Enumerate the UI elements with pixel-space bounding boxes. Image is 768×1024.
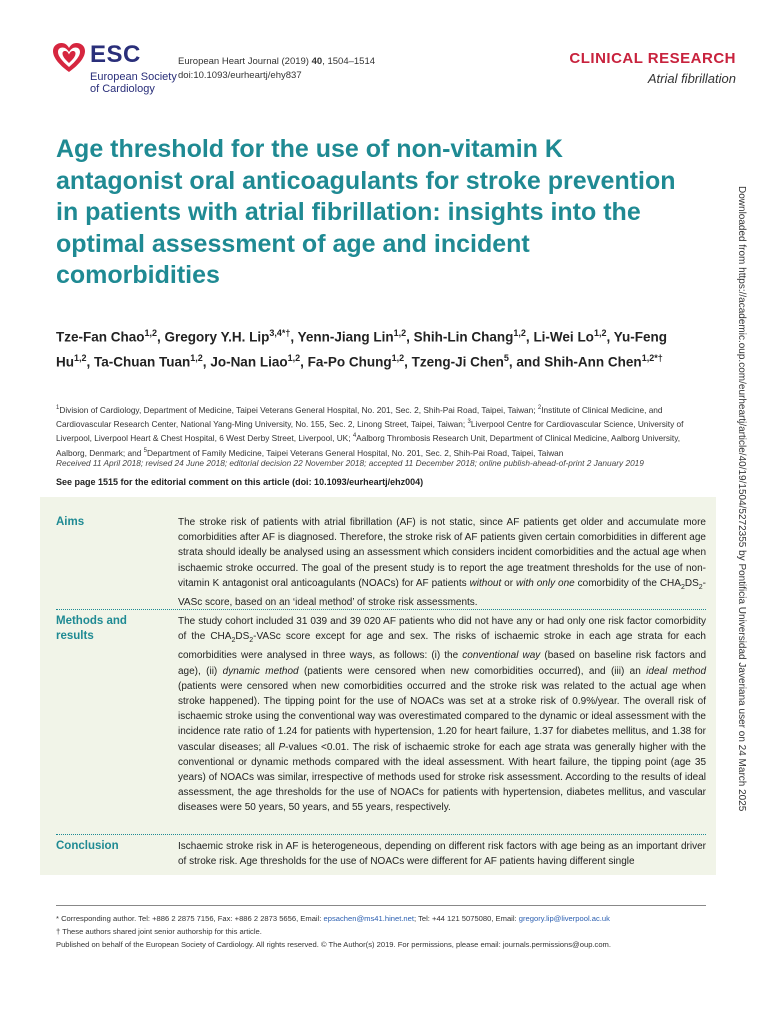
abstract-text-run: (patients were censored when new comorbidities occurred and the stroke risk was related to the actual age when stroke happened). The tipping point for the use of NOACs was set at a stroke risk of 0.9%/year. The overall risk of ischaemic stroke using the conventional way was overestimated compared to the dynamic or ideal assessment with the incidence rate ratio of 1.24 for patients with hypertension, 1.20 for heart failure, 1.37 for diabetes mellitus, and 1.38 for vascular diseases; all — [178, 680, 706, 753]
abstract-text-run: with only one — [516, 577, 575, 589]
author-name: Tze-Fan Chao — [56, 329, 145, 345]
logo-text: ESC — [90, 41, 141, 68]
author-affiliation-marker: 1,2 — [393, 328, 407, 338]
received-dates: Received 11 April 2018; revised 24 June 2018; editorial decision 22 November 2018; accepted 11 December 2018; online publish-ahead-of-print 2 January 2019 — [56, 458, 644, 468]
logo-subtitle-line: of Cardiology — [90, 83, 155, 95]
abstract-text-run: -values <0.01. The risk of ischaemic stroke for each age strata was generally higher with the conventional or dynamic methods compared with the ideal assessment. With heart failure, the tipping point (age 35 years) of NOACs was similar, irrespective of methods used for stroke risk assessment. According to the results of ideal assessment, the age thresholds for the use of NOACs for patients with hypertension, diabetes mellitus, and vascular diseases were 50 years, 50 years, and 55 years, respectively. — [178, 741, 706, 814]
affiliation-marker: 1 — [56, 405, 60, 411]
abstract-label: Conclusion — [56, 840, 119, 852]
author-separator: , — [86, 354, 95, 369]
abstract-text-run: (patients were censored when new comorbidities occurred), and (iii) an — [298, 665, 647, 677]
abstract-text-run: conventional way — [462, 650, 541, 662]
author-name: Shih-Lin Chang — [413, 329, 514, 345]
author-affiliation-marker: 1,2*† — [641, 352, 663, 363]
abstract-text-run: The study cohort included 31 039 and 39 020 AF patients who did not have any or had only one risk factor comorbidity of the CHA — [178, 616, 706, 643]
journal-pages: , 1504–1514 — [322, 56, 376, 67]
corresponding-author — [56, 912, 706, 925]
abstract-text-run: 2 — [680, 583, 685, 591]
abstract-text-run: The stroke risk of patients with atrial fibrillation (AF) is not static, since AF patients get older and accumulate more comorbidities after AF is diagnosed. Therefore, the stroke risk of AF patients given certain comorbidities in different age strata should ideally be analysed using an assessment which considers incident comorbidities and the actual age when ischaemic stroke occurred. The goal of the present study is to report the age treatment thresholds for the use of non-vitamin K antagonist oral anticoagulants (NOACs) for AF patients — [178, 517, 706, 589]
footnotes — [56, 912, 706, 951]
article-title: Age threshold for the use of non-vitamin K antagonist oral anticoagulants for stroke prevention in patients with atrial fibrillation: insights into the optimal assessment of age and incident comorbidities — [56, 135, 676, 289]
abstract-label: Aims — [56, 516, 85, 528]
author-name: Fa-Po Chung — [307, 354, 392, 369]
author-affiliation-marker: 3,4*† — [269, 328, 291, 338]
abstract-aims — [56, 515, 706, 621]
abstract-text-run: or — [501, 577, 517, 589]
abstract-text — [178, 614, 706, 816]
author-affiliation-marker: 1,2 — [593, 328, 607, 338]
abstract-text-run: (based on baseline risk factors and age), (ii) — [178, 650, 707, 677]
section-subtitle: Atrial fibrillation — [647, 71, 736, 86]
abstract-text-run: DS — [684, 577, 699, 589]
abstract-text — [178, 515, 706, 610]
affiliation-text: Liverpool Centre for Cardiovascular Science, University of Liverpool, Liverpool Heart & Chest Hospital, 6 West Derby Street, Liverpool, UK; — [56, 418, 684, 444]
section-heading — [569, 50, 736, 86]
email-link[interactable]: gregory.lip@liverpool.ac.uk — [518, 914, 610, 923]
logo-subtitle-line: European Society — [90, 71, 177, 83]
corresponding-text: * Corresponding author. Tel: +886 2 2875 7156, Fax: +886 2 2873 5656, Email: — [56, 914, 324, 923]
author-affiliation-marker: 1,2 — [287, 352, 301, 363]
logo-subtitle — [90, 71, 177, 95]
corresponding-text: ; Tel: +44 121 5075080, Email: — [414, 914, 519, 923]
heart-logo-icon — [52, 42, 86, 74]
abstract-conclusion — [56, 839, 706, 873]
publication-notice: Published on behalf of the European Society of Cardiology. All rights reserved. © The Author(s) 2019. For permissions, please email: journals.permissions@oup.com. — [56, 940, 611, 949]
abstract-text-run: comorbidity of the CHA — [574, 577, 681, 589]
author-separator: , — [290, 329, 298, 345]
abstract-text-run: without — [469, 577, 502, 589]
author-separator: , — [300, 354, 308, 369]
author-separator: , — [404, 354, 412, 369]
author-name: Yu-Feng Hu — [56, 329, 667, 369]
abstract-text-run: Ischaemic stroke risk in AF is heterogeneous, depending on different risk factors with age being as an important driver of stroke risk. Age thresholds for the use of NOACs were different for AF patients having different single — [178, 841, 706, 868]
section-divider — [56, 609, 706, 610]
journal-name: European Heart Journal (2019) — [178, 56, 312, 67]
abstract-text-run: 2 — [231, 637, 236, 645]
structured-abstract — [40, 497, 716, 875]
affiliation-marker: 5 — [143, 447, 147, 454]
author-separator: , — [406, 329, 414, 345]
abstract-text-run: P — [278, 741, 286, 753]
email-link[interactable]: epsachen@ms41.hinet.net — [323, 914, 414, 923]
author-separator: , — [606, 329, 614, 345]
journal-volume: 40 — [311, 56, 323, 67]
affiliation-marker: 3 — [467, 419, 471, 426]
footnote-rule — [56, 905, 706, 906]
abstract-text-run: 2 — [698, 583, 703, 591]
section-divider — [56, 834, 706, 835]
author-name: Jo-Nan Liao — [210, 354, 288, 369]
author-name: Gregory Y.H. Lip — [164, 329, 270, 345]
author-affiliation-marker: 1,2 — [391, 352, 405, 363]
download-note: Downloaded from https://academic.oup.com/eurheartj/article/40/19/1504/5272355 by Pontificia Universidad Javeriana user on 24 March 2025 — [736, 186, 747, 812]
abstract-methods — [56, 614, 706, 828]
abstract-text-run: -VASc score except for age and sex. The risks of ischaemic stroke in each age strata for each comorbidities were analysed in three ways, as follows: (i) the — [178, 631, 706, 662]
affiliation-text: Department of Family Medicine, Taipei Veterans General Hospital, No. 201, Sec. 2, Shih-Pai Road, Taipei, Taiwan — [146, 447, 564, 458]
author-separator: , — [525, 329, 534, 345]
download-sidebar — [733, 186, 747, 826]
abstract-text-run: DS — [235, 631, 250, 643]
author-affiliation-marker: 1,2 — [74, 352, 87, 363]
author-affiliation-marker: 1,2 — [190, 352, 203, 363]
author-affiliation-marker: 1,2 — [144, 328, 158, 338]
section-label: CLINICAL RESEARCH — [569, 50, 736, 67]
author-name: Li-Wei Lo — [533, 329, 594, 345]
abstract-text-run: -VASc score, based on an ‘ideal method’ of stroke risk assessments. — [178, 577, 706, 609]
abstract-label: Methods and results — [56, 615, 127, 642]
author-separator: , and — [508, 354, 545, 369]
editorial-comment-note: See page 1515 for the editorial comment on this article (doi: 10.1093/eurheartj/ehz004) — [56, 477, 424, 487]
author-separator: , — [157, 329, 165, 345]
abstract-text-run: ideal method — [646, 665, 707, 677]
author-name: Yenn-Jiang Lin — [297, 329, 394, 345]
abstract-text-run: 2 — [249, 637, 254, 645]
abstract-text-run: dynamic method — [222, 665, 299, 677]
author-name: Ta-Chuan Tuan — [94, 354, 191, 369]
journal-doi: doi:10.1093/eurheartj/ehy837 — [178, 70, 302, 81]
journal-citation — [178, 55, 375, 83]
author-name: Shih-Ann Chen — [544, 354, 642, 369]
affiliation-marker: 4 — [352, 433, 357, 440]
affiliation-text: Aalborg Thrombosis Research Unit, Department of Clinical Medicine, Aalborg University, Aalborg, Denmark; and — [56, 433, 681, 458]
affiliations — [56, 402, 706, 459]
author-separator: , — [202, 354, 211, 369]
esc-logo — [52, 40, 192, 100]
author-name: Tzeng-Ji Chen — [411, 354, 504, 369]
page-header — [52, 40, 742, 100]
affiliation-text: Institute of Clinical Medicine, and Cardiovascular Research Center, National Yang-Ming University, No. 155, Sec. 2, Linong Street, Taipei, Taiwan; — [56, 404, 663, 429]
affiliation-marker: 2 — [537, 405, 542, 411]
author-list — [56, 323, 696, 372]
joint-authorship-note: † These authors shared joint senior authorship for this article. — [56, 927, 262, 936]
author-affiliation-marker: 1,2 — [513, 328, 526, 338]
author-affiliation-marker: 5 — [503, 352, 509, 363]
abstract-text — [178, 839, 706, 869]
affiliation-text: Division of Cardiology, Department of Medicine, Taipei Veterans General Hospital, No. 201, Sec. 2, Shih-Pai Road, Taipei, Taiwan; — [59, 404, 538, 415]
